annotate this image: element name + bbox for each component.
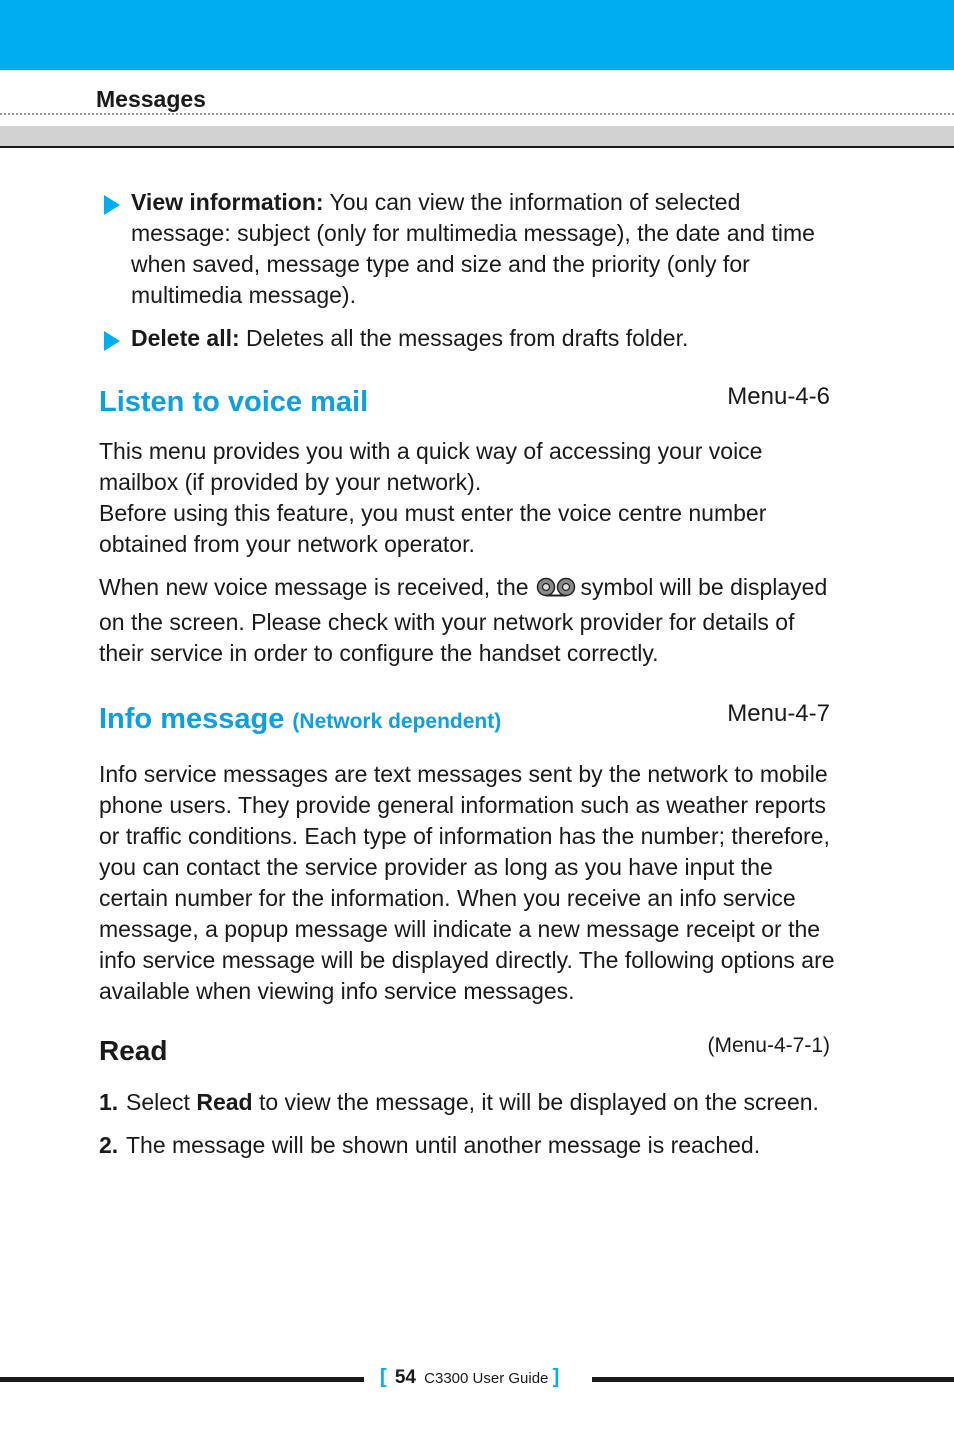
info-message-body: Info service messages are text messages sent by the network to mobile phone users. They provide general information such as weather reports or traffic conditions. Each type of information has the number; therefore, you can contact the service provider as long as you have input the certain number for the information. When you receive an info service message, a popup message will indicate a new message receipt or the info service message will be displayed directly. The following options are available when viewing info service messages. [99,761,835,1004]
dotted-divider [0,113,954,115]
read-heading-row [99,1031,844,1071]
bullet-view-information [99,187,844,311]
voice-mail-para-1: This menu provides you with a quick way of accessing your voice mailbox (if provided by your network). Before using this feature, you must enter the voice centre number obtained from your network operator. [99,438,767,557]
read-step-1: 1. Select Read to view the message, it will be displayed on the screen. [99,1089,819,1115]
bullet-text: You can view the information of selected message: subject (only for multimedia message), the date and time when saved, message type and size and the priority (only for multimedia message). [131,189,815,308]
read-heading: Read [99,1035,168,1066]
info-message-heading: Info message (Network dependent) [99,703,502,735]
voice-mail-heading: Listen to voice mail [99,386,369,418]
footer-rule-left [0,1377,364,1382]
info-message-heading-row [99,699,844,739]
bullet-text: Deletes all the messages from drafts folder. [239,325,689,351]
footer-page-number: [ 54 C3300 User Guide ] [380,1366,560,1388]
bullet-triangle-icon [104,331,120,351]
read-step-2: 2. The message will be shown until another message is reached. [99,1132,761,1158]
bullet-triangle-icon [104,195,120,215]
info-message-subtitle: (Network dependent) [292,710,502,733]
voicemail-icon [535,576,577,607]
page-content [99,187,844,1161]
info-message-menu-ref: Menu-4-7 [727,700,830,727]
bullet-term: Delete all: [131,325,240,351]
header-gray-bar [0,126,954,148]
guide-title: C3300 User Guide [424,1370,549,1387]
top-color-band [0,0,954,70]
section-label: Messages [96,86,206,112]
footer-rule-right [592,1377,954,1382]
page-number: 54 [394,1367,416,1388]
voice-mail-para-2: When new voice message is received, the symbol will be displayed on the screen. Please check with your network provider for details of their service in order to configure the handset correctly. [99,574,828,666]
bullet-term: View information: [131,189,324,215]
voice-mail-heading-row [99,382,844,422]
bullet-delete-all [99,323,844,354]
read-menu-ref: (Menu-4-7-1) [707,1034,830,1057]
voice-mail-menu-ref: Menu-4-6 [727,383,830,410]
